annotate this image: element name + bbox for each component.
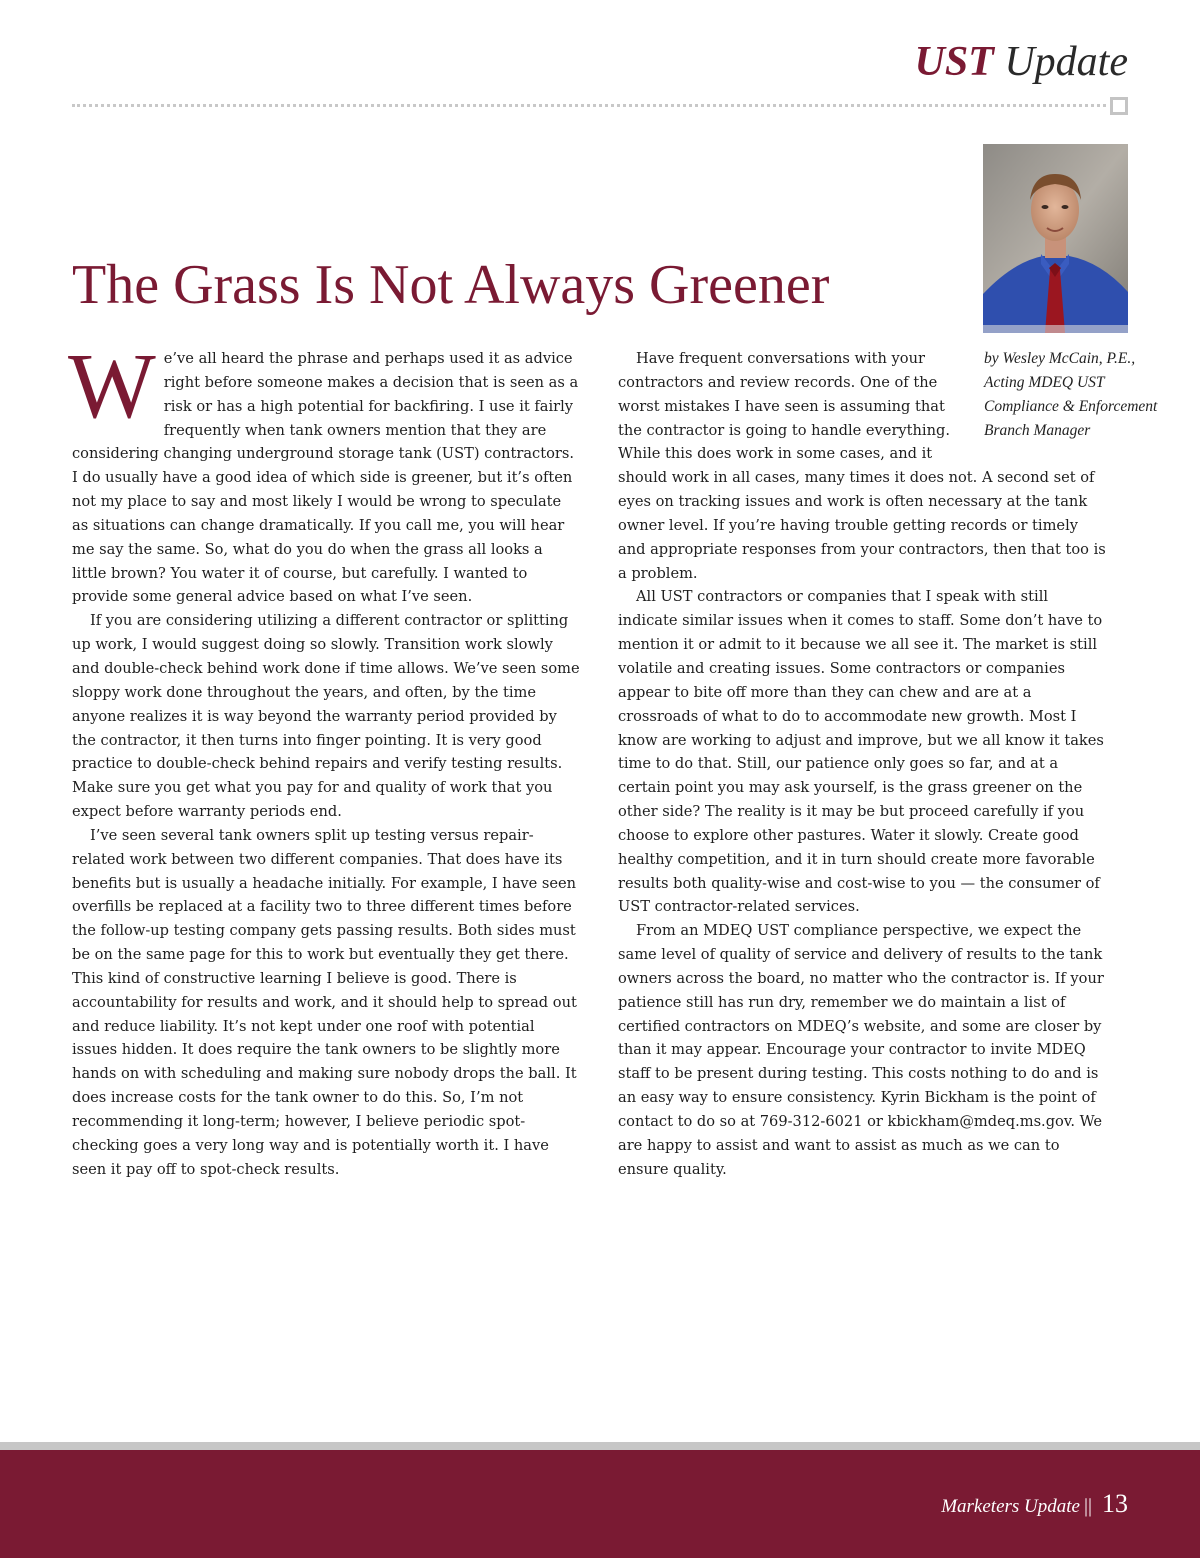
byline-line: Compliance & Enforcement xyxy=(984,398,1158,415)
author-photo xyxy=(983,144,1128,333)
body-paragraph: From an MDEQ UST compliance perspective, we expect the same level of quality of service and delivery of results to the tank owners across the board, no matter who the contractor is. If your patience still has run dry, remember we do maintain a list of certified contractors on MDEQ’s website, and some are closer by than it may appear. Encourage your contractor to invite MDEQ staff to be present during testing. This costs nothing to do and is an easy way to ensure consistency. Kyrin Bickham is the point of contact to do so at 769-312-6021 or kbickham@mdeq.ms.gov. We are happy to assist and want to assist as much as we can to ensure quality. xyxy=(618,922,1104,1178)
author-portrait xyxy=(983,144,1128,333)
section-header xyxy=(914,36,1128,88)
rule-end-square xyxy=(1110,97,1128,115)
folio-separator: || xyxy=(1083,1495,1092,1517)
page-number: 13 xyxy=(1102,1489,1128,1518)
byline-line: Branch Manager xyxy=(984,422,1091,439)
body-paragraph-narrow: Have frequent conversations with your contractors and review records. One of the worst mistakes I have seen is assuming that the contractor is going to handle everything. While this does work in some cases, and it xyxy=(618,350,950,463)
article-column-right xyxy=(618,347,1108,1182)
section-header-rest: Update xyxy=(1004,39,1128,85)
drop-cap: W xyxy=(68,335,156,438)
article-column-left xyxy=(68,335,580,1182)
byline-line: by Wesley McCain, P.E., xyxy=(984,350,1136,367)
body-paragraph: All UST contractors or companies that I speak with still indicate similar issues when it comes to staff. Some don’t have to mention it or admit to it because we all see it. The market is still volatile and creating issues. Some contractors or companies appear to bite off more than they can chew and are at a crossroads of what to do to accommodate new growth. Most I know are working to adjust and improve, but we all know it takes time to do that. Still, our patience only goes so far, and at a certain point you may ask yourself, is the grass greener on the other side? The reality is it may be but proceed carefully if you choose to explore other pastures. Water it slowly. Create good healthy competition, and it in turn should create more favorable results both quality-wise and cost-wise to you — the consumer of UST contractor-related services. xyxy=(618,588,1104,916)
section-header-bold: UST xyxy=(914,39,994,85)
footer-gray-band xyxy=(0,1442,1200,1450)
body-paragraph-text: e’ve all heard the phrase and perhaps used it as advice right before someone makes a decision that is seen as a risk or has a high potential for backfiring. I use it fairly frequently when tank owners mention that they are considering changing underground storage tank (UST) contractors. I do usually have a good idea of which side is greener, but it’s often not my place to say and most likely I would be wrong to speculate as situations can change dramatically. If you call me, you will hear me say the same. So, what do you do when the grass all looks a little brown? You water it of course, but carefully. I wanted to provide some general advice based on what I’ve seen. xyxy=(72,350,579,606)
article-title: The Grass Is Not Always Greener xyxy=(72,254,830,316)
body-paragraph-continued: should work in all cases, many times it does not. A second set of eyes on tracking issues and work is often necessary at the tank owner level. If you’re having trouble getting records or timely and appropriate responses from your contractors, then that too is a problem. xyxy=(618,469,1106,582)
byline-line: Acting MDEQ UST xyxy=(984,374,1105,391)
magazine-name: Marketers Update xyxy=(941,1496,1080,1517)
footer-folio xyxy=(941,1489,1128,1519)
body-paragraph: I’ve seen several tank owners split up testing versus repair-related work between two different companies. That does have its benefits but is usually a headache initially. For example, I have seen overfills be replaced at a facility two to three different times before the follow-up testing company gets passing results. Both sides must be on the same page for this to work but eventually they get there. This kind of constructive learning I believe is good. There is accountability for results and work, and it should help to spread out and reduce liability. It’s not kept under one roof with potential issues hidden. It does require the tank owners to be slightly more hands on with scheduling and making sure nobody drops the ball. It does increase costs for the tank owner to do this. So, I’m not recommending it long-term; however, I believe periodic spot-checking goes a very long way and is potentially worth it. I have seen it pay off to spot-check results. xyxy=(72,826,577,1178)
body-paragraph: If you are considering utilizing a different contractor or splitting up work, I would suggest doing so slowly. Transition work slowly and double-check behind work done if time allows. We’ve seen some sloppy work done throughout the years, and often, by the time anyone realizes it is way beyond the warranty period provided by the contractor, it then turns into finger pointing. It is very good practice to double-check behind repairs and verify testing results. Make sure you get what you pay for and quality of work that you expect before warranty periods end. xyxy=(72,612,580,821)
body-paragraph xyxy=(68,335,580,609)
header-dotted-rule xyxy=(72,104,1106,107)
